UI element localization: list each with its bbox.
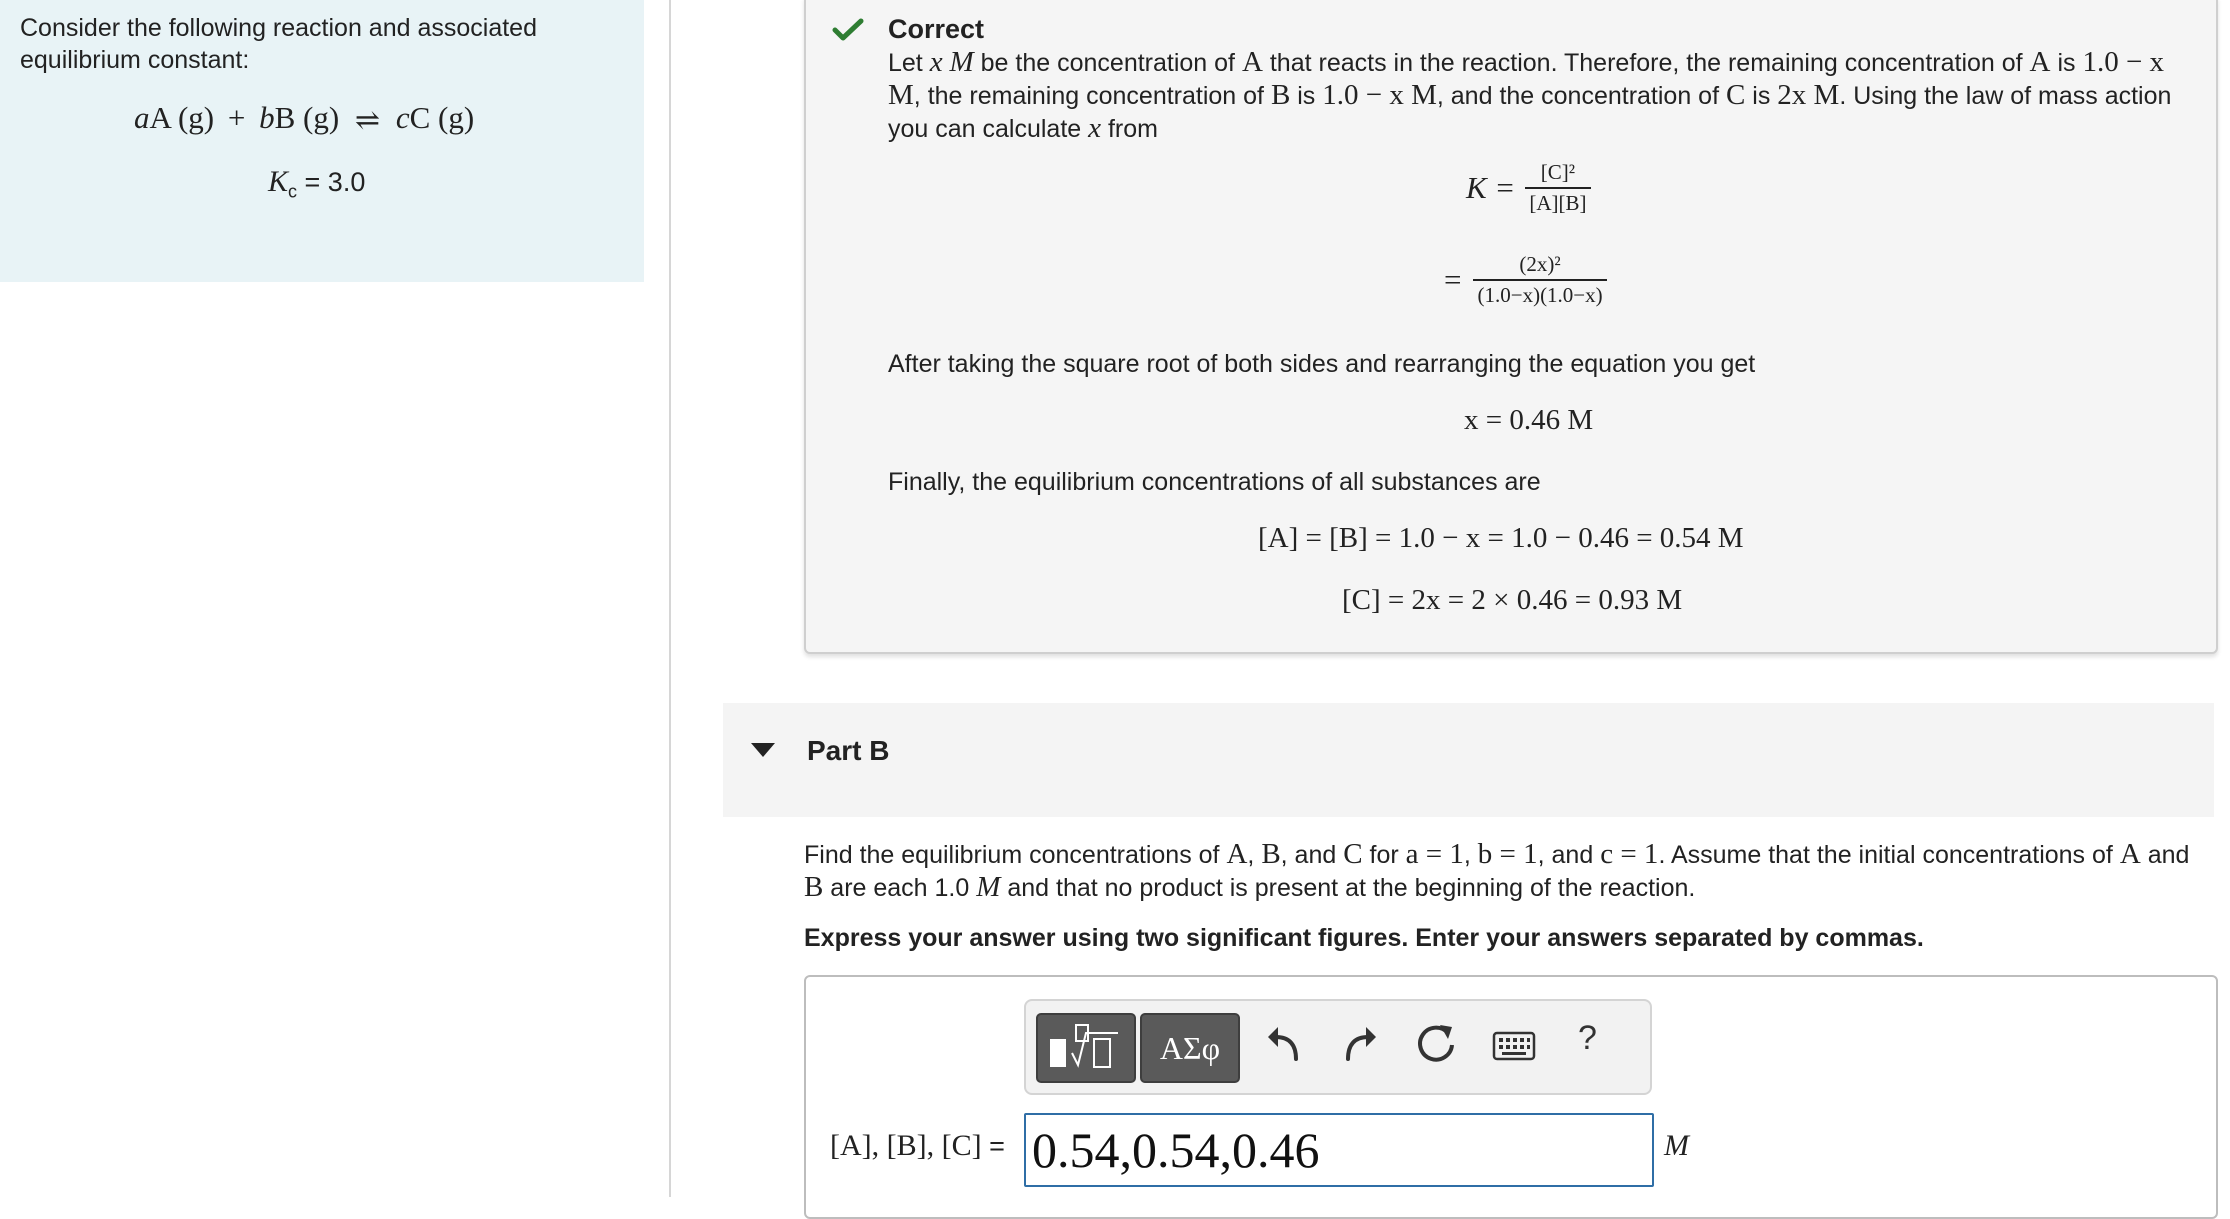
math-expr: a = 1 — [1405, 838, 1464, 870]
math-expr: b = 1 — [1477, 838, 1538, 870]
eq-lhs: K = — [1466, 170, 1516, 205]
feedback-panel — [804, 0, 2218, 654]
math-species: C — [1725, 79, 1746, 111]
species-a: A — [149, 100, 171, 135]
kc-subscript: c — [288, 181, 298, 202]
text: for — [1362, 841, 1406, 869]
redo-icon[interactable] — [1340, 1023, 1380, 1067]
templates-button[interactable] — [1036, 1013, 1136, 1083]
part-b-title: Part B — [807, 735, 890, 766]
math-x: x — [1088, 112, 1101, 144]
feedback-step-text: After taking the square root of both sides and rearranging the equation you get — [888, 350, 1756, 378]
problem-context-panel — [0, 0, 644, 282]
text: . Assume that the initial concentrations of — [1658, 841, 2120, 869]
math-species: B — [1261, 838, 1281, 870]
fraction — [1525, 160, 1590, 216]
greek-symbols-button[interactable]: ΑΣφ — [1140, 1013, 1240, 1083]
text: , — [1247, 841, 1262, 869]
math-species: B — [1270, 79, 1291, 111]
equation-c: [C] = 2x = 2 × 0.46 = 0.93 M — [1342, 584, 1683, 616]
math-species: A — [2119, 838, 2141, 870]
text: are each 1.0 — [823, 874, 977, 902]
equation-x: x = 0.46 M — [1464, 404, 1594, 436]
equilibrium-arrow-icon: ⇌ — [354, 104, 381, 137]
fraction — [1473, 252, 1606, 308]
unit-label: M — [1664, 1129, 1689, 1162]
collapse-triangle-icon[interactable] — [751, 743, 775, 757]
denominator: (1.0−x)(1.0−x) — [1473, 279, 1606, 308]
equation-substituted — [1444, 252, 1607, 308]
text: is — [1290, 82, 1323, 110]
coef-c: c — [395, 100, 410, 135]
help-button[interactable]: ? — [1578, 1019, 1597, 1057]
reset-icon[interactable] — [1414, 1021, 1458, 1067]
answer-input[interactable] — [1024, 1113, 1654, 1187]
answer-label-equals: = — [981, 1131, 1005, 1161]
text: , the remaining concentration of — [913, 82, 1271, 110]
phase-c: (g) — [438, 100, 475, 135]
equation-ab: [A] = [B] = 1.0 − x = 1.0 − 0.46 = 0.54 M — [1258, 522, 1744, 554]
checkmark-icon — [832, 18, 864, 42]
math-species: C — [1343, 838, 1363, 870]
kc-symbol: K — [268, 165, 289, 198]
math-unit: M — [949, 46, 974, 78]
feedback-explanation — [888, 46, 2188, 145]
species-b: B — [274, 100, 296, 135]
phase-b: (g) — [303, 100, 340, 135]
problem-intro-text: Consider the following reaction and associated equilibrium constant: — [20, 14, 537, 74]
text: , — [1463, 841, 1478, 869]
text: is — [2050, 49, 2083, 77]
templates-icon — [1038, 1015, 1134, 1081]
coef-b: b — [259, 100, 275, 135]
text: and — [2140, 841, 2190, 869]
answer-instruction: Express your answer using two significant figures. Enter your answers separated by commas. — [804, 924, 1924, 952]
math-species: A — [1241, 46, 1263, 78]
coef-a: a — [134, 100, 150, 135]
numerator: (2x)² — [1519, 252, 1561, 276]
text: , and — [1280, 841, 1344, 869]
math-x: x — [929, 46, 943, 78]
column-divider — [669, 0, 671, 1197]
math-expr: 1.0 − x M — [888, 46, 2165, 111]
text: , and the concentration of — [1436, 82, 1726, 110]
part-b-header[interactable] — [723, 703, 2214, 817]
text: Find the equilibrium concentrations of — [804, 841, 1227, 869]
denominator: [A][B] — [1525, 187, 1590, 216]
text: . Using the law of mass action you can calculate — [888, 82, 2172, 143]
phase-a: (g) — [177, 100, 215, 135]
reaction-equation — [134, 100, 474, 136]
feedback-title: Correct — [888, 14, 985, 44]
answer-label — [830, 1129, 1005, 1163]
math-expr: c = 1 — [1600, 838, 1659, 870]
equation-k — [1466, 160, 1591, 216]
math-expr: 1.0 − x M — [1322, 79, 1437, 111]
math-species: A — [2029, 46, 2051, 78]
numerator: [C]² — [1540, 160, 1576, 184]
text: from — [1101, 115, 1158, 143]
math-species: B — [804, 871, 824, 903]
answer-label-text: [A], [B], [C] — [830, 1129, 982, 1162]
text: is — [1745, 82, 1778, 110]
part-b-question — [804, 838, 2214, 904]
text: be the concentration of — [973, 49, 1242, 77]
math-toolbar — [1024, 999, 1652, 1095]
keyboard-icon[interactable] — [1492, 1031, 1536, 1061]
text: , and — [1537, 841, 1601, 869]
undo-icon[interactable] — [1264, 1023, 1304, 1067]
answer-box — [804, 975, 2218, 1219]
feedback-final-text: Finally, the equilibrium concentrations of all substances are — [888, 468, 1541, 496]
text: Let — [888, 49, 930, 77]
species-c: C — [409, 100, 431, 135]
plus-sign: + — [227, 100, 246, 135]
equilibrium-constant — [268, 165, 365, 202]
text: and that no product is present at the beginning of the reaction. — [1000, 874, 1696, 902]
math-species: A — [1226, 838, 1248, 870]
math-unit: M — [976, 871, 1001, 903]
text: that reacts in the reaction. Therefore, the remaining concentration of — [1262, 49, 2030, 77]
math-expr: 2x M — [1777, 79, 1840, 111]
kc-value: = 3.0 — [304, 167, 366, 197]
eq-lhs: = — [1444, 262, 1462, 297]
